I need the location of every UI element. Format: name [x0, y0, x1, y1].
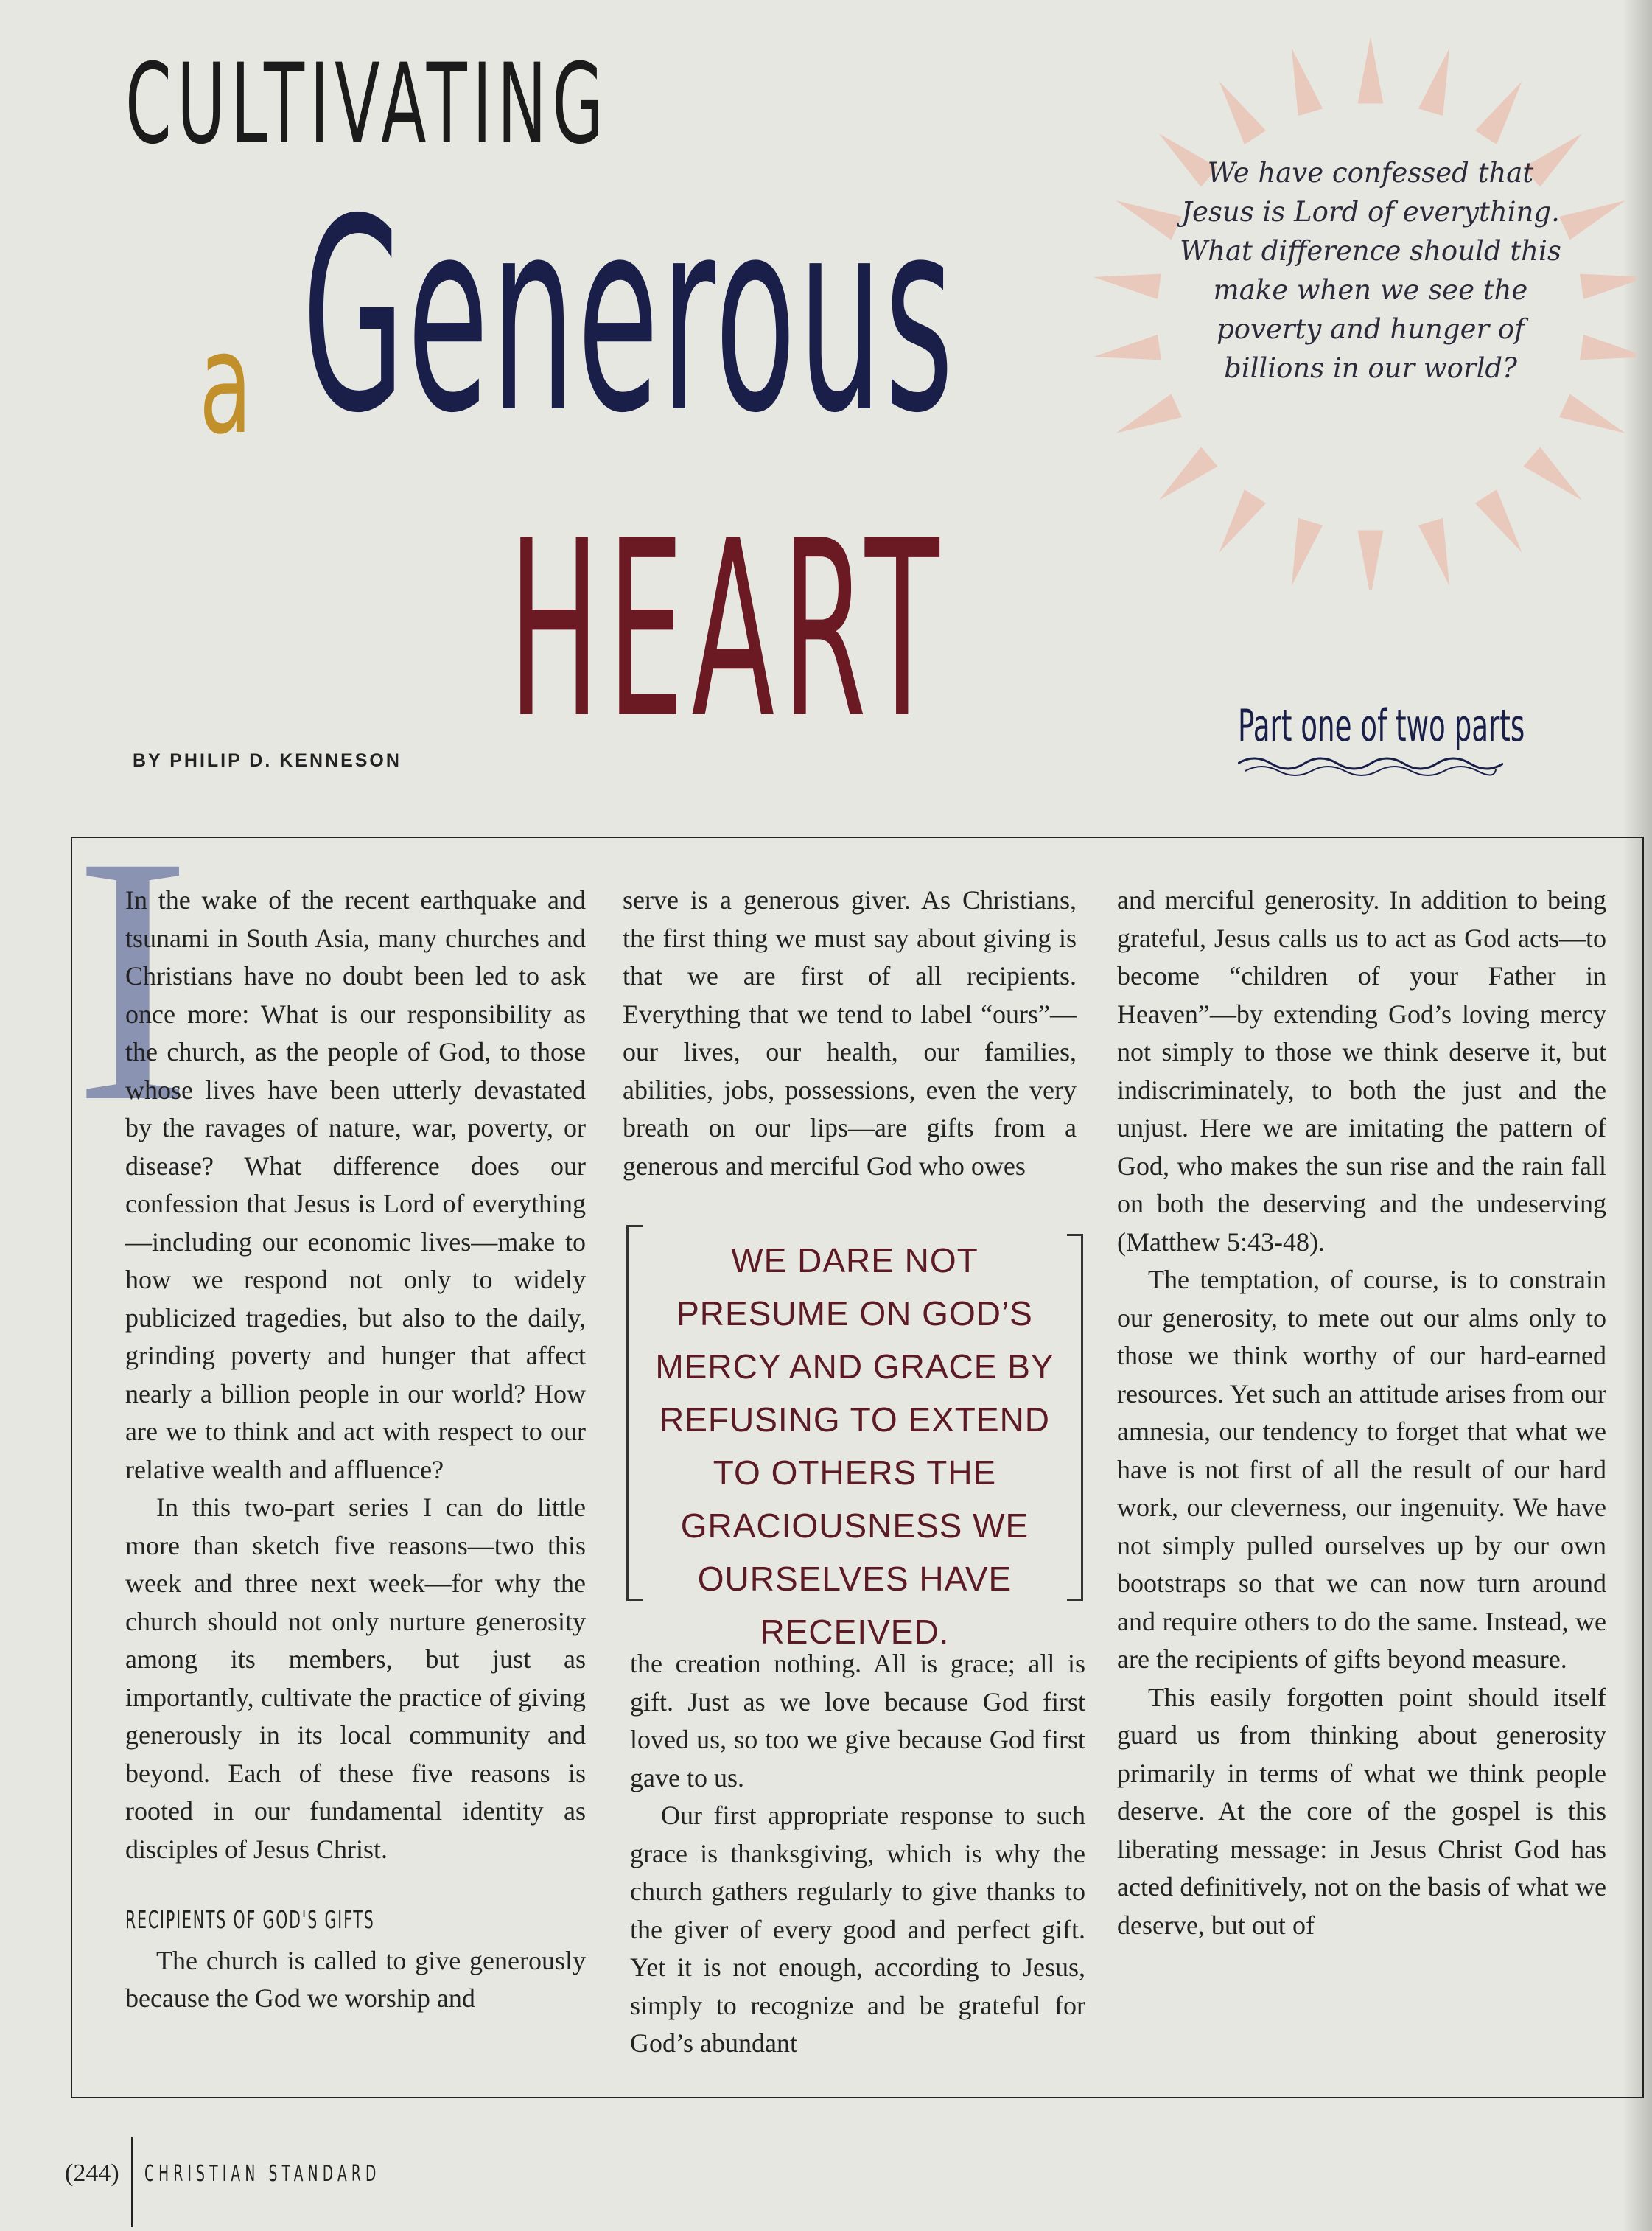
pull-quote-text: WE DARE NOT PRESUME ON GOD’S MERCY AND GRACE BY REFUSING TO EXTEND TO OTHERS THE GRACIOUSNESS WE OURSELVES HAVE RECEIVED.: [655, 1241, 1054, 1651]
sunburst-ray: [1219, 81, 1267, 144]
paragraph: and merciful generosity. In addition to being grateful, Jesus calls us to act as God acts—to become “children of your Father in Heaven”—by extending God’s loving mercy not simply to those we think deserve it, but indiscriminately, to both the just and the unjust. Here we are imitating the pattern of God, who makes the sun rise and the rain fall on both the deserving and the undeserving (Matthew 5:43-48).: [1117, 885, 1606, 1257]
sunburst-ray: [1219, 489, 1267, 553]
sunburst-ray: [1580, 335, 1636, 360]
sunburst-ray: [1159, 447, 1218, 500]
magazine-name: CHRISTIAN STANDARD: [144, 2161, 381, 2187]
paragraph: In the wake of the recent earthquake and tsunami in South Asia, many churches and Christians have no doubt been led to ask once more: What is our responsibility as the church, as the people of God, to those whose lives have been utterly devastated by the ravages of nature, war, poverty, or disease? What difference does our confession that Jesus is Lord of everything—including our economic lives—make to how we respond not only to widely publicized tragedies, but also to the daily, grinding poverty and hunger that affect nearly a billion people in our world? How are we to think and act with respect to our relative wealth and affluence?: [125, 885, 586, 1484]
headline-line3: HEART: [508, 489, 947, 772]
sunburst-ray: [1116, 394, 1182, 433]
headline-line2: Generous: [302, 162, 956, 471]
column-2-continued: [630, 1645, 1085, 2063]
bracket-left: [626, 1225, 643, 1601]
bracket-right: [1067, 1234, 1083, 1601]
sunburst-ray: [1116, 200, 1182, 240]
sunburst-ray: [1358, 37, 1384, 104]
column-2: [623, 881, 1077, 1185]
sunburst-ray: [1292, 518, 1323, 586]
sunburst-ray: [1093, 274, 1161, 299]
sunburst-ray: [1358, 530, 1384, 590]
sunburst-ray: [1523, 447, 1582, 500]
footer-divider: [131, 2137, 133, 2227]
paragraph: Our first appropriate response to such grace is thanksgiving, which is why the church gathers regularly to give thanks to the giver of every good and perfect gift. Yet it is not enough, according to Jesus, simply to recognize and be grateful for God’s abundant: [630, 1801, 1085, 2058]
paragraph: serve is a generous giver. As Christians, the first thing we must say about giving is that we are first of all recipients. Everything that we tend to label “ours”—our lives, our health, our families, abilities, jobs, possessions, even the very breath on our lips—are gifts from a generous and merciful God who owes: [623, 885, 1077, 1181]
sunburst-ray: [1292, 48, 1323, 116]
section-subhead: RECIPIENTS OF GOD'S GIFTS: [125, 1905, 375, 1934]
sunburst-ray: [1580, 274, 1636, 299]
paragraph: The church is called to give generously because the God we worship and: [125, 1945, 586, 2013]
sunburst-ray: [1475, 489, 1522, 553]
sunburst-ray: [1559, 394, 1625, 433]
sunburst-ray: [1418, 518, 1449, 586]
sunburst-ray: [1475, 81, 1522, 144]
wave-ornament-icon: [1238, 750, 1503, 777]
drop-cap: I: [74, 783, 192, 1175]
page-number: (244): [65, 2160, 119, 2187]
column-1: [125, 881, 586, 2018]
sunburst-ray: [1093, 335, 1161, 360]
headline-line1: CULTIVATING: [125, 41, 609, 169]
column-3: [1117, 881, 1606, 1944]
paragraph: This easily forgotten point should itself guard us from thinking about generosity primarily in terms of what we think people deserve. At the core of the gospel is this liberating message: in Jesus Christ God has acted definitively, not on the basis of what we deserve, but out of: [1117, 1682, 1606, 1940]
headline-article: a: [199, 302, 253, 465]
paragraph: In this two-part series I can do little more than sketch five reasons—two this week and three next week—for why the church should not only nurture generosity among its members, but just as importantly, cultivate the practice of giving generously in its local community and beyond. Each of these five reasons is rooted in our fundamental identity as disciples of Jesus Christ.: [125, 1492, 586, 1864]
paragraph: The temptation, of course, is to constrain our generosity, to mete out our alms only to those we think worthy of our hard-earned resources. Yet such an attitude arises from our amnesia, our tendency to forget that what we have is not first of all the result of our hard work, our cleverness, our ingenuity. We have not simply pulled ourselves up by our own bootstraps so that we can now turn around and require others to do the same. Instead, we are the recipients of gifts beyond measure.: [1117, 1265, 1606, 1674]
paragraph: the creation nothing. All is grace; all is gift. Just as we love because God first loved us, so too we give because God first gave to us.: [630, 1649, 1085, 1792]
pull-quote: [626, 1225, 1083, 1651]
deck-text: We have confessed that Jesus is Lord of everything. What difference should this make when we see the poverty and hunger of billions in our world?: [1180, 157, 1561, 384]
sunburst-ray: [1559, 200, 1625, 240]
byline: BY PHILIP D. KENNESON: [133, 750, 402, 771]
sunburst-ray: [1418, 48, 1449, 116]
series-label: Part one of two parts: [1238, 700, 1525, 752]
